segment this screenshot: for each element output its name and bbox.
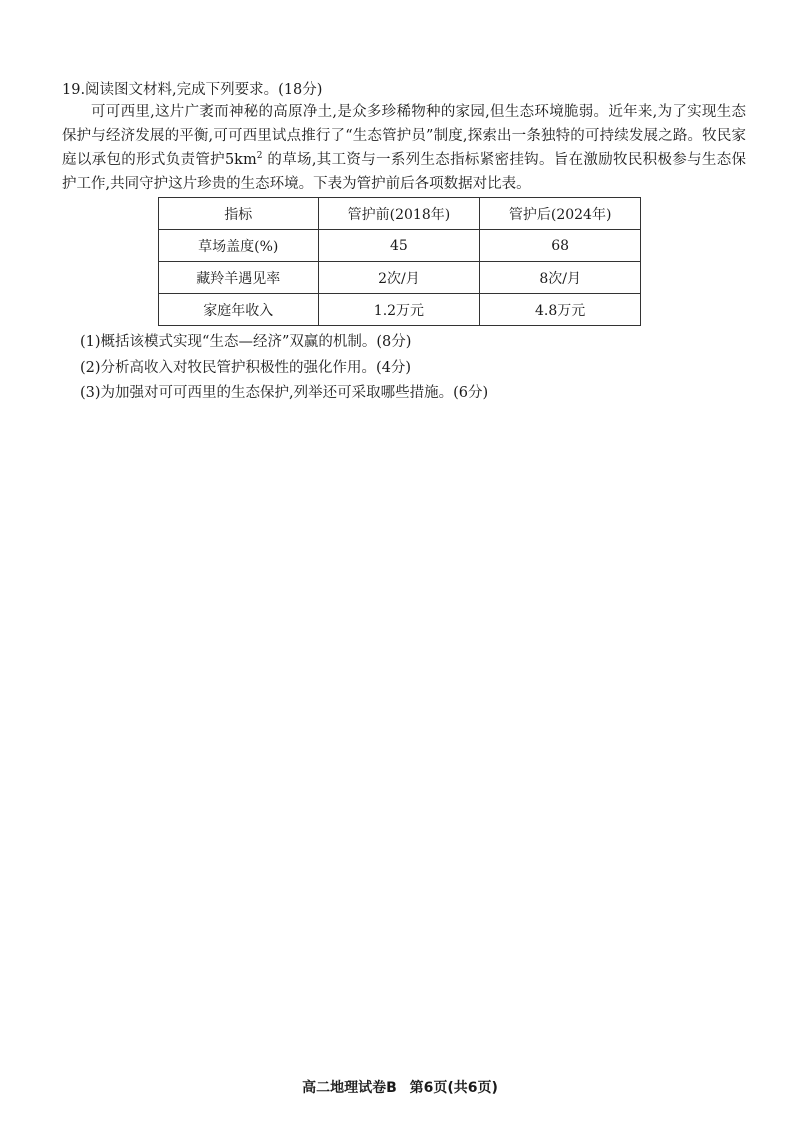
sub-question: (2)分析高收入对牧民管护积极性的强化作用。(4分) bbox=[80, 359, 412, 376]
page-footer bbox=[0, 1077, 800, 1097]
page-number: 第6页(共6页) bbox=[409, 1080, 498, 1096]
table-header-cell: 管护前(2018年) bbox=[318, 198, 480, 230]
table-header-row bbox=[159, 198, 641, 230]
table-header-cell: 指标 bbox=[159, 198, 319, 230]
question-passage bbox=[62, 100, 746, 196]
table-header-cell: 管护后(2024年) bbox=[480, 198, 641, 230]
superscript-squared: 2 bbox=[256, 151, 263, 162]
sub-question-list bbox=[80, 330, 488, 407]
sub-question: (1)概括该模式实现“生态—经济”双赢的机制。(8分) bbox=[80, 334, 412, 350]
comparison-table bbox=[158, 197, 641, 326]
table-cell: 藏羚羊遇见率 bbox=[159, 262, 319, 294]
table-cell: 草场盖度(%) bbox=[159, 230, 319, 262]
table-cell: 1.2万元 bbox=[318, 294, 480, 326]
table-row bbox=[159, 294, 641, 326]
table-cell: 8次/月 bbox=[480, 262, 641, 294]
table-cell: 68 bbox=[480, 230, 641, 262]
passage-text-part1: 可可西里,这片广袤而神秘的高原净土,是众多珍稀物种的家园,但生态环境脆弱。近年来,为了实现生态保护与经济发展的平衡,可可西里试点推行了“生态管护员”制度,探索出一条独特的可持续发展之路。牧民家庭以承包的形式负责管护5km bbox=[62, 104, 746, 168]
sub-question: (3)为加强对可可西里的生态保护,列举还可采取哪些措施。(6分) bbox=[80, 385, 489, 401]
table-cell: 2次/月 bbox=[318, 262, 480, 294]
table-cell: 45 bbox=[318, 230, 480, 262]
table-row bbox=[159, 262, 641, 294]
table-cell: 家庭年收入 bbox=[159, 294, 319, 326]
table-cell: 4.8万元 bbox=[480, 294, 641, 326]
exam-name: 高二地理试卷B bbox=[302, 1080, 397, 1096]
question-title: 19.阅读图文材料,完成下列要求。(18分) bbox=[62, 82, 323, 98]
passage-text-part2: 的草场,其工资与一系列生态指标紧密挂钩。旨在激励牧民积极参与生态保护工作,共同守护这片珍贵的生态环境。下表为管护前后各项数据对比表。 bbox=[62, 152, 747, 192]
table-row bbox=[159, 230, 641, 262]
